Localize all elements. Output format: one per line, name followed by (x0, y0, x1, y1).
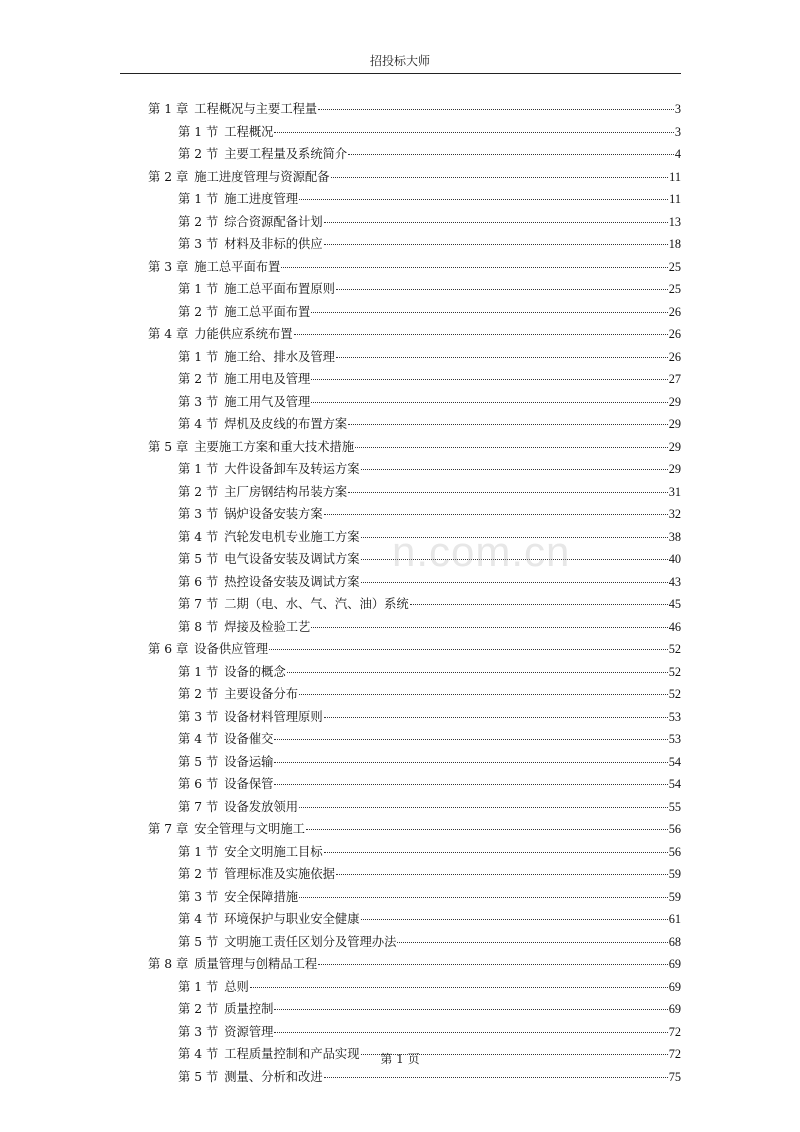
toc-section-entry[interactable] (148, 481, 681, 504)
toc-entry-number: 第 3 章 (148, 259, 189, 274)
toc-entry-title: 施工给、排水及管理 (224, 349, 335, 364)
toc-entry-number: 第 2 节 (178, 214, 219, 229)
toc-page-number: 40 (668, 552, 681, 566)
toc-page-number: 4 (674, 147, 681, 161)
toc-entry-number: 第 3 节 (178, 394, 219, 409)
toc-entry-number: 第 3 节 (178, 237, 219, 251)
toc-page-number: 75 (668, 1069, 681, 1084)
toc-dot-leader (318, 109, 674, 110)
toc-dot-leader (299, 897, 668, 898)
toc-entry-number: 第 4 节 (178, 417, 219, 431)
toc-page-number: 13 (668, 214, 681, 229)
toc-page-number: 25 (668, 259, 681, 274)
toc-page-number: 27 (668, 372, 681, 386)
toc-page-number: 52 (668, 664, 681, 679)
toc-dot-leader (324, 514, 668, 515)
toc-page-number: 69 (668, 1002, 681, 1016)
toc-dot-leader (274, 739, 667, 740)
toc-dot-leader (274, 784, 667, 785)
toc-dot-leader (324, 717, 668, 718)
toc-entry-number: 第 6 节 (178, 574, 219, 589)
toc-dot-leader (348, 424, 667, 425)
toc-dot-leader (311, 312, 667, 313)
toc-entry-number: 第 4 节 (178, 1047, 219, 1061)
toc-chapter-entry[interactable] (148, 953, 681, 976)
toc-chapter-entry[interactable] (148, 638, 681, 661)
toc-dot-leader (361, 582, 668, 583)
toc-page-number: 11 (669, 169, 681, 184)
toc-dot-leader (274, 1009, 667, 1010)
toc-page-number: 29 (668, 394, 681, 409)
toc-page-number: 68 (668, 934, 681, 949)
toc-entry-title: 质量控制 (224, 1002, 274, 1016)
toc-section-entry[interactable] (148, 976, 681, 999)
toc-dot-leader (348, 492, 667, 493)
toc-dot-leader (361, 537, 668, 538)
toc-entry-number: 第 2 节 (178, 867, 219, 881)
toc-entry-number: 第 3 节 (178, 1024, 219, 1039)
toc-section-entry[interactable] (148, 751, 681, 774)
toc-chapter-entry[interactable] (148, 323, 681, 346)
toc-entry-title: 热控设备安装及调试方案 (224, 574, 360, 589)
toc-entry-title: 力能供应系统布置 (194, 327, 293, 341)
toc-entry-number: 第 2 节 (178, 372, 219, 386)
toc-section-entry[interactable] (148, 391, 681, 414)
toc-entry-title: 施工总平面布置 (194, 259, 281, 274)
toc-dot-leader (318, 964, 667, 965)
toc-section-entry[interactable] (148, 706, 681, 729)
toc-entry-number: 第 2 节 (178, 304, 219, 319)
toc-section-entry[interactable] (148, 886, 681, 909)
toc-page-number: 11 (669, 192, 681, 206)
toc-entry-number: 第 6 章 (148, 642, 189, 656)
toc-entry-title: 锅炉设备安装方案 (224, 507, 323, 521)
toc-page-number: 59 (668, 889, 681, 904)
toc-page-number: 3 (674, 124, 681, 139)
watermark: n.com.cn (392, 528, 571, 575)
toc-section-entry[interactable] (148, 616, 681, 639)
toc-section-entry[interactable] (148, 841, 681, 864)
toc-entry-title: 资源管理 (224, 1024, 274, 1039)
toc-entry-number: 第 8 章 (148, 957, 189, 971)
toc-entry-title: 焊接及检验工艺 (224, 619, 311, 634)
toc-section-entry[interactable] (148, 571, 681, 594)
toc-page-number: 3 (674, 102, 681, 116)
toc-dot-leader (287, 672, 668, 673)
toc-entry-number: 第 6 节 (178, 777, 219, 791)
toc-section-entry[interactable] (148, 931, 681, 954)
toc-entry-number: 第 2 节 (178, 1002, 219, 1016)
toc-page-number: 56 (668, 822, 681, 836)
toc-entry-title: 施工用电及管理 (224, 372, 311, 386)
toc-section-entry[interactable] (148, 548, 681, 571)
toc-entry-number: 第 1 节 (178, 462, 219, 476)
toc-dot-leader (299, 807, 668, 808)
toc-page-number: 69 (668, 957, 681, 971)
toc-entry-title: 总则 (224, 979, 249, 994)
toc-entry-number: 第 1 节 (178, 664, 219, 679)
toc-dot-leader (361, 919, 668, 920)
toc-dot-leader (274, 132, 673, 133)
toc-page-number: 53 (668, 709, 681, 724)
toc-page-number: 52 (668, 642, 681, 656)
toc-entry-number: 第 7 节 (178, 799, 219, 814)
toc-page-number: 32 (668, 507, 681, 521)
toc-page-number: 55 (668, 799, 681, 814)
toc-section-entry[interactable] (148, 278, 681, 301)
toc-section-entry[interactable] (148, 683, 681, 706)
toc-section-entry[interactable] (148, 728, 681, 751)
toc-dot-leader (294, 334, 668, 335)
toc-entry-title: 焊机及皮线的布置方案 (224, 417, 348, 431)
toc-entry-number: 第 5 章 (148, 439, 189, 454)
toc-entry-title: 主要施工方案和重大技术措施 (194, 439, 355, 454)
toc-entry-number: 第 4 节 (178, 732, 219, 746)
toc-section-entry[interactable] (148, 211, 681, 234)
toc-entry-title: 工程概况 (224, 124, 274, 139)
toc-dot-leader (324, 1077, 668, 1078)
toc-entry-title: 主要设备分布 (224, 687, 299, 701)
toc-entry-title: 汽轮发电机专业施工方案 (224, 529, 360, 544)
toc-page-number: 26 (668, 304, 681, 319)
toc-dot-leader (250, 987, 668, 988)
toc-entry-title: 测量、分析和改进 (224, 1069, 323, 1084)
toc-entry-title: 工程质量控制和产品实现 (224, 1047, 360, 1061)
toc-section-entry[interactable] (148, 796, 681, 819)
toc-entry-number: 第 3 节 (178, 709, 219, 724)
toc-section-entry[interactable] (148, 346, 681, 369)
toc-page-number: 72 (668, 1024, 681, 1039)
toc-page-number: 56 (668, 844, 681, 859)
toc-entry-number: 第 4 节 (178, 529, 219, 544)
toc-entry-title: 电气设备安装及调试方案 (224, 552, 360, 566)
toc-dot-leader (397, 942, 667, 943)
toc-section-entry[interactable] (148, 773, 681, 796)
toc-entry-title: 安全文明施工目标 (224, 844, 323, 859)
toc-entry-title: 安全保障措施 (224, 889, 299, 904)
toc-dot-leader (306, 829, 668, 830)
toc-dot-leader (311, 627, 667, 628)
toc-entry-number: 第 5 节 (178, 1069, 219, 1084)
toc-entry-number: 第 1 节 (178, 844, 219, 859)
toc-entry-title: 施工总平面布置 (224, 304, 311, 319)
toc-entry-title: 设备保管 (224, 777, 274, 791)
toc-dot-leader (311, 402, 667, 403)
toc-entry-title: 设备发放领用 (224, 799, 299, 814)
toc-entry-title: 施工进度管理 (224, 192, 299, 206)
toc-section-entry[interactable] (148, 233, 681, 256)
toc-chapter-entry[interactable] (148, 98, 681, 121)
toc-dot-leader (324, 852, 668, 853)
toc-section-entry[interactable] (148, 368, 681, 391)
toc-entry-title: 设备供应管理 (194, 642, 269, 656)
toc-dot-leader (269, 649, 668, 650)
toc-page-number: 29 (668, 417, 681, 431)
toc-entry-number: 第 2 章 (148, 169, 189, 184)
toc-entry-number: 第 7 章 (148, 822, 189, 836)
toc-page-number: 46 (668, 619, 681, 634)
toc-dot-leader (331, 177, 669, 178)
toc-chapter-entry[interactable] (148, 256, 681, 279)
toc-entry-number: 第 3 节 (178, 889, 219, 904)
toc-section-entry[interactable] (148, 458, 681, 481)
toc-section-entry[interactable] (148, 1021, 681, 1044)
toc-page-number: 26 (668, 349, 681, 364)
toc-dot-leader (324, 222, 668, 223)
toc-entry-title: 材料及非标的供应 (224, 237, 323, 251)
toc-section-entry[interactable] (148, 503, 681, 526)
toc-dot-leader (311, 379, 667, 380)
toc-dot-leader (336, 874, 668, 875)
toc-entry-number: 第 2 节 (178, 484, 219, 499)
toc-page-number: 72 (668, 1047, 681, 1061)
toc-section-entry[interactable] (148, 908, 681, 931)
toc-chapter-entry[interactable] (148, 166, 681, 189)
toc-page-number: 59 (668, 867, 681, 881)
toc-page-number: 61 (668, 912, 681, 926)
toc-section-entry[interactable] (148, 121, 681, 144)
toc-page-number: 54 (668, 754, 681, 769)
toc-dot-leader (348, 154, 674, 155)
toc-dot-leader (299, 694, 668, 695)
toc-entry-title: 主要工程量及系统简介 (224, 147, 348, 161)
toc-page-number: 43 (668, 574, 681, 589)
toc-page-number: 25 (668, 282, 681, 296)
toc-section-entry[interactable] (148, 143, 681, 166)
toc-section-entry[interactable] (148, 661, 681, 684)
toc-entry-number: 第 1 节 (178, 124, 219, 139)
toc-entry-number: 第 1 节 (178, 349, 219, 364)
toc-dot-leader (355, 447, 668, 448)
page-header: 招投标大师 (369, 54, 430, 68)
toc-dot-leader (299, 199, 668, 200)
toc-section-entry[interactable] (148, 188, 681, 211)
toc-section-entry[interactable] (148, 301, 681, 324)
toc-entry-title: 二期（电、水、气、汽、油）系统 (224, 597, 409, 611)
toc-entry-number: 第 3 节 (178, 507, 219, 521)
toc-entry-number: 第 1 节 (178, 192, 219, 206)
toc-chapter-entry[interactable] (148, 818, 681, 841)
toc-chapter-entry[interactable] (148, 436, 681, 459)
toc-entry-number: 第 2 节 (178, 147, 219, 161)
toc-entry-title: 管理标准及实施依据 (224, 867, 335, 881)
toc-entry-number: 第 4 章 (148, 327, 189, 341)
toc-page-number: 18 (668, 237, 681, 251)
toc-entry-number: 第 1 章 (148, 102, 189, 116)
toc-dot-leader (324, 244, 668, 245)
toc-entry-title: 设备的概念 (224, 664, 286, 679)
toc-entry-number: 第 1 节 (178, 282, 219, 296)
toc-entry-title: 施工用气及管理 (224, 394, 311, 409)
toc-entry-title: 综合资源配备计划 (224, 214, 323, 229)
toc-dot-leader (410, 604, 668, 605)
toc-section-entry[interactable] (148, 413, 681, 436)
toc-entry-number: 第 4 节 (178, 912, 219, 926)
toc-entry-title: 设备运输 (224, 754, 274, 769)
toc-page-number: 52 (668, 687, 681, 701)
toc-page-number: 53 (668, 732, 681, 746)
toc-section-entry[interactable] (148, 593, 681, 616)
table-of-contents (148, 98, 681, 1088)
toc-page-number: 69 (668, 979, 681, 994)
toc-entry-title: 大件设备卸车及转运方案 (224, 462, 360, 476)
toc-entry-number: 第 8 节 (178, 619, 219, 634)
toc-entry-title: 文明施工责任区划分及管理办法 (224, 934, 397, 949)
toc-page-number: 26 (668, 327, 681, 341)
toc-section-entry[interactable] (148, 998, 681, 1021)
toc-dot-leader (336, 289, 668, 290)
toc-page-number: 31 (668, 484, 681, 499)
page-footer: 第 1 页 (380, 1052, 420, 1066)
toc-section-entry[interactable] (148, 863, 681, 886)
toc-entry-number: 第 5 节 (178, 754, 219, 769)
header-divider (120, 73, 681, 74)
toc-section-entry[interactable] (148, 526, 681, 549)
toc-page-number: 38 (668, 529, 681, 544)
toc-entry-number: 第 5 节 (178, 934, 219, 949)
toc-entry-number: 第 1 节 (178, 979, 219, 994)
toc-entry-title: 设备催交 (224, 732, 274, 746)
toc-entry-title: 设备材料管理原则 (224, 709, 323, 724)
toc-entry-title: 工程概况与主要工程量 (194, 102, 318, 116)
toc-entry-number: 第 2 节 (178, 687, 219, 701)
toc-section-entry[interactable] (148, 1066, 681, 1089)
toc-entry-title: 主厂房钢结构吊装方案 (224, 484, 348, 499)
toc-entry-title: 质量管理与创精品工程 (194, 957, 318, 971)
toc-entry-title: 施工总平面布置原则 (224, 282, 335, 296)
toc-dot-leader (361, 559, 668, 560)
toc-page-number: 29 (668, 439, 681, 454)
toc-entry-title: 安全管理与文明施工 (194, 822, 305, 836)
toc-page-number: 29 (668, 462, 681, 476)
toc-entry-title: 环境保护与职业安全健康 (224, 912, 360, 926)
toc-entry-number: 第 5 节 (178, 552, 219, 566)
toc-entry-title: 施工进度管理与资源配备 (194, 169, 330, 184)
toc-dot-leader (281, 267, 667, 268)
toc-page-number: 54 (668, 777, 681, 791)
toc-dot-leader (274, 1032, 667, 1033)
toc-dot-leader (336, 357, 668, 358)
toc-dot-leader (361, 469, 668, 470)
toc-dot-leader (274, 762, 667, 763)
toc-page-number: 45 (668, 597, 681, 611)
toc-entry-number: 第 7 节 (178, 597, 219, 611)
